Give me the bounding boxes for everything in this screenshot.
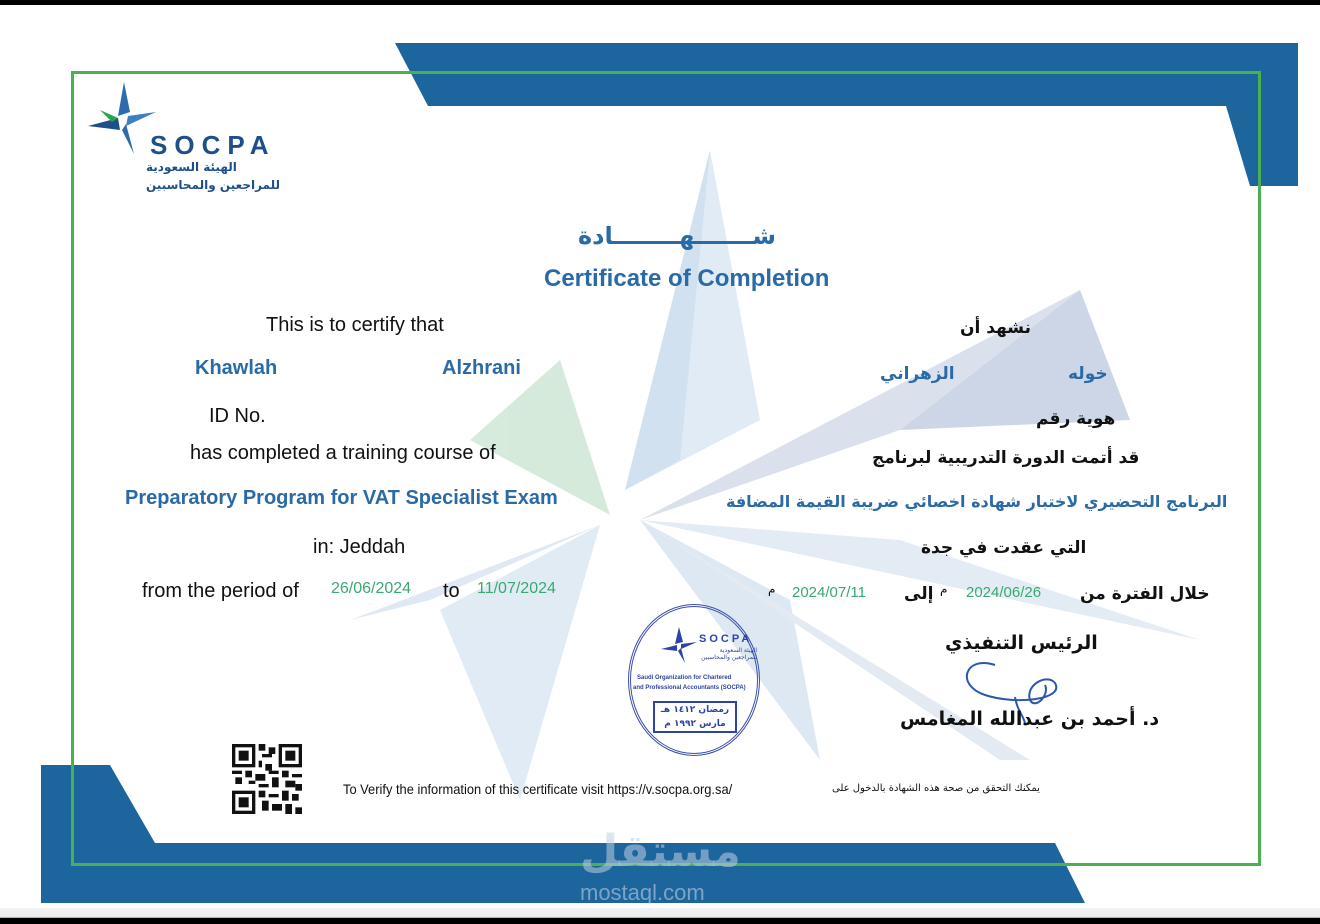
certify-text-en: This is to certify that (266, 314, 444, 336)
to-label-ar: إلى (904, 584, 934, 604)
logo-arabic-line-2: للمراجعين والمحاسبين (146, 178, 280, 192)
date-from-ar: 2024/06/26 (966, 584, 1042, 601)
logo-arabic-line-1: الهيئة السعودية (146, 160, 237, 174)
logo-wordmark: SOCPA (150, 130, 276, 160)
title-arabic: شـــــــهــــــــادة (578, 222, 776, 250)
date-to-suffix-ar: م (768, 582, 776, 596)
qr-code-icon (232, 744, 302, 814)
completed-text-en: has completed a training course of (190, 442, 496, 464)
title-english: Certificate of Completion (544, 265, 830, 292)
first-name-en: Khawlah (195, 357, 278, 379)
stamp-gregorian-date: مارس ١٩٩٢ م (664, 719, 726, 729)
date-from-en: 26/06/2024 (331, 580, 412, 597)
certify-text-ar: نشهد أن (960, 318, 1031, 338)
stamp-date-box (653, 701, 737, 733)
id-label-en: ID No. (209, 405, 266, 427)
stamp-arabic: الهيئة السعودية للمراجعين والمحاسبين (701, 647, 757, 661)
bottom-black-bar (0, 908, 1320, 924)
id-label-ar: هوية رقم (1036, 409, 1116, 429)
last-name-en: Alzhrani (442, 357, 521, 379)
location-en: in: Jeddah (313, 536, 406, 558)
signatory-title: الرئيس التنفيذي (945, 632, 1098, 654)
location-ar: التي عقدت في جدة (921, 538, 1087, 558)
official-stamp (628, 604, 760, 756)
period-label-en: from the period of (142, 580, 299, 602)
to-label-en: to (443, 580, 460, 602)
watermark-arabic: مستقل (580, 826, 741, 877)
program-name-en: Preparatory Program for VAT Specialist Exam (125, 487, 558, 509)
watermark-english: mostaql.com (580, 880, 705, 905)
date-to-ar: 2024/07/11 (792, 584, 866, 601)
program-name-ar: البرنامج التحضيري لاختبار شهادة اخصائي ضريبة القيمة المضافة (726, 492, 1228, 511)
first-name-ar: خوله (1068, 364, 1108, 384)
stamp-english-line-1: Saudi Organization for Chartered (637, 675, 732, 681)
last-name-ar: الزهراني (880, 364, 955, 384)
date-from-suffix-ar: م (940, 582, 948, 596)
completed-text-ar: قد أتمت الدورة التدريبية لبرنامج (872, 448, 1140, 468)
stamp-english-line-2: and Professional Accountants (SOCPA) (633, 685, 746, 691)
signatory-name: د. أحمد بن عبدالله المغامس (900, 708, 1160, 730)
verify-text-ar: يمكنك التحقق من صحة هذه الشهادة بالدخول على (832, 783, 1040, 794)
period-label-ar: خلال الفترة من (1080, 584, 1210, 604)
stamp-title: SOCPA (699, 633, 753, 645)
verify-text-en: To Verify the information of this certificate visit https://v.socpa.org.sa/ (343, 781, 733, 797)
date-to-en: 11/07/2024 (477, 580, 556, 597)
stamp-star-icon (661, 627, 697, 663)
stamp-hijri-date: رمضان ١٤١٢ هـ (660, 705, 730, 715)
socpa-star-icon (88, 82, 158, 154)
